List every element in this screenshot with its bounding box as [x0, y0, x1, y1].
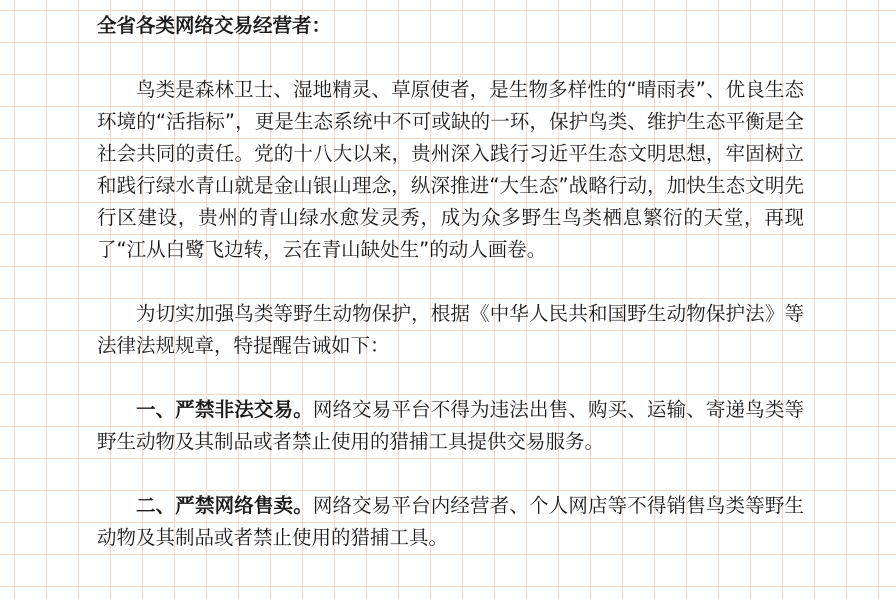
rule-item-1-lead: 一、严禁非法交易。 — [136, 398, 313, 421]
notice-body — [97, 10, 804, 554]
paragraph-spacer — [97, 266, 804, 298]
rule-item-1-body: 网络交易平台不得为违法出售、购买、运输、寄递鸟类等野生动物及其制品或者禁止使用的猎捕工具提供交易服务。 — [97, 398, 804, 453]
salutation-heading: 全省各类网络交易经营者： — [97, 14, 332, 37]
rule-item-2-lead: 二、严禁网络售卖。 — [136, 494, 313, 517]
paragraph-spacer — [97, 362, 804, 394]
paragraph-spacer — [97, 42, 804, 74]
rule-item-1 — [97, 394, 804, 458]
basis-paragraph: 为切实加强鸟类等野生动物保护，根据《中华人民共和国野生动物保护法》等法律法规规章，特提醒告诫如下： — [97, 302, 804, 357]
paragraph-spacer — [97, 458, 804, 490]
rule-item-2-body: 网络交易平台内经营者、个人网店等不得销售鸟类等野生动物及其制品或者禁止使用的猎捕工具。 — [97, 494, 804, 549]
intro-paragraph: 鸟类是森林卫士、湿地精灵、草原使者，是生物多样性的“晴雨表”、优良生态环境的“活指标”，更是生态系统中不可或缺的一环，保护鸟类、维护生态平衡是全社会共同的责任。党的十八大以来，贵州深入践行习近平生态文明思想，牢固树立和践行绿水青山就是金山银山理念，纵深推进“大生态”战略行动，加快生态文明先行区建设，贵州的青山绿水愈发灵秀，成为众多野生鸟类栖息繁衍的天堂，再现了“江从白鹭飞边转，云在青山缺处生”的动人画卷。 — [97, 78, 804, 261]
rule-item-2 — [97, 490, 804, 554]
